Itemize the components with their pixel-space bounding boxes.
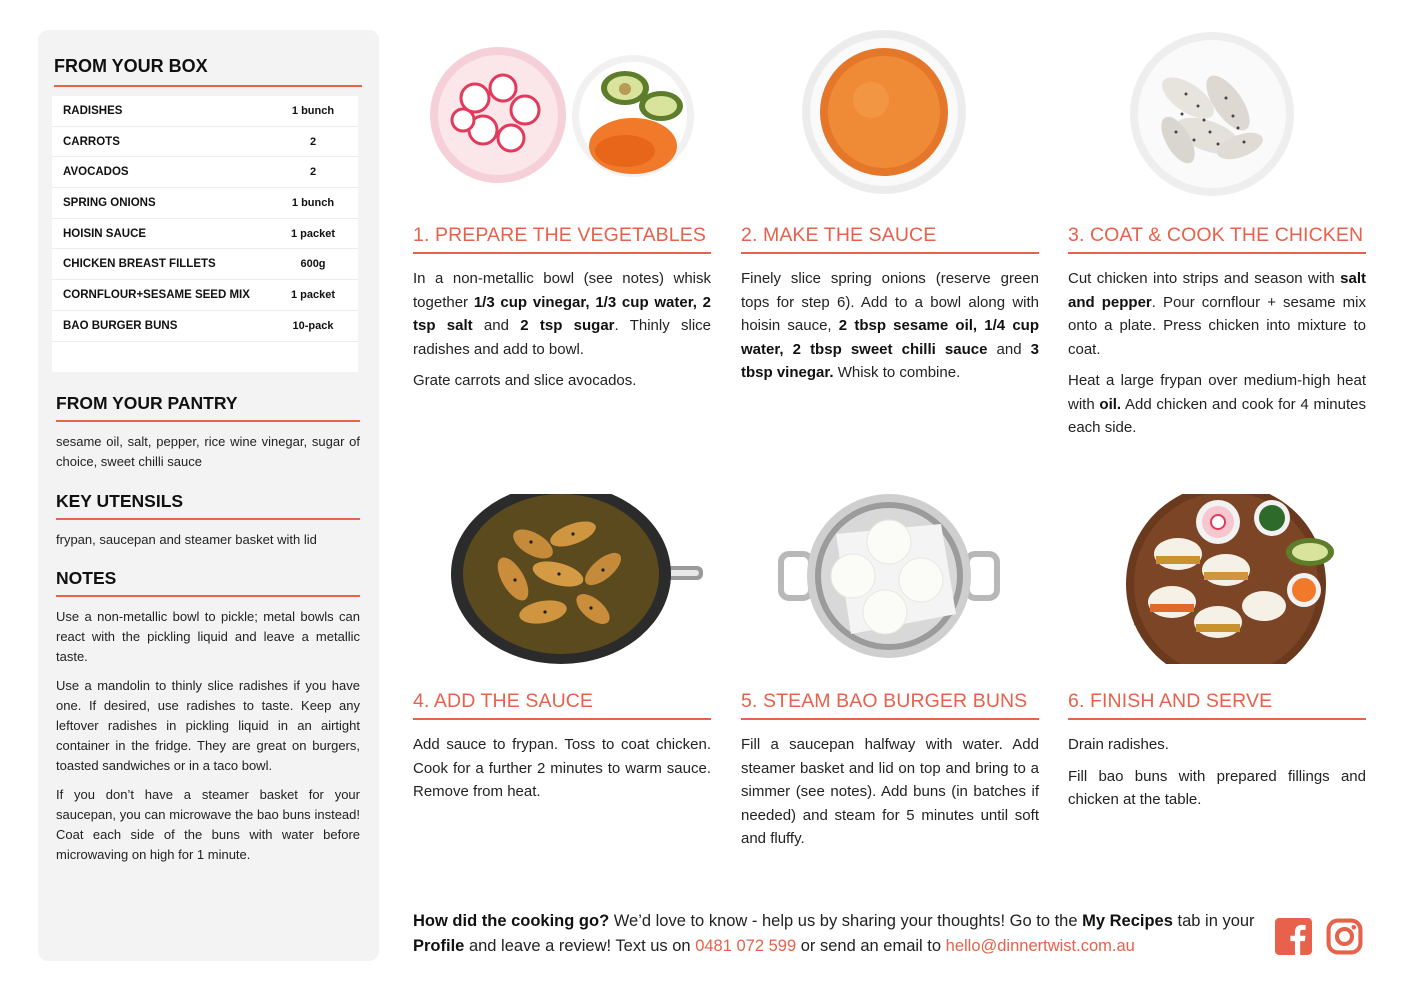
step-2-body: [741, 267, 1039, 385]
highlight-text: hello@dinnertwist.com.au: [945, 937, 1135, 955]
bold-text: 3 tbsp vinegar.: [741, 340, 1039, 381]
bold-text: My Recipes: [1082, 912, 1173, 930]
step-paragraph: [1068, 733, 1366, 757]
bold-text: How did the cooking go?: [413, 912, 610, 930]
utensils-section: [56, 491, 360, 550]
utensils-text: frypan, saucepan and steamer basket with lid: [56, 532, 317, 547]
ingredient-name: RADISHES: [63, 104, 123, 117]
text-run: Finely slice spring onions (reserve green tops for step 6). Add to a bowl along with hoisin sauce,: [741, 270, 1039, 334]
step-paragraph: [413, 369, 711, 393]
feedback-message: [413, 909, 1263, 959]
ingredient-qty: 10-pack: [292, 319, 334, 332]
ingredient-qty: 1 packet: [290, 227, 336, 240]
ingredient-name: HOISIN SAUCE: [63, 227, 147, 240]
step-6-title: 6. FINISH AND SERVE: [1068, 690, 1366, 720]
step-4-title: 4. ADD THE SAUCE: [413, 690, 711, 720]
utensils-title: KEY UTENSILS: [56, 491, 360, 520]
text-run: Fill a saucepan halfway with water. Add steamer basket and lid on top and bring to a simmer (see notes). Add buns (in batches if needed) and steam for 5 minutes until soft and fluffy.: [741, 736, 1039, 847]
box-title: FROM YOUR BOX: [54, 56, 362, 87]
note-paragraph: Use a mandolin to thinly slice radishes if you have one. If desired, use radishes to taste. Keep any leftover radishes in pickling liquid in an airtight container in the fridge. They are great on burgers, toasted sandwiches or in a taco bowl.: [56, 678, 360, 773]
ingredient-row: [52, 96, 358, 127]
ingredient-name: CARROTS: [63, 135, 120, 148]
ingredient-name: CORNFLOUR+SESAME SEED MIX: [63, 288, 250, 301]
text-run: Drain radishes.: [1068, 736, 1169, 753]
ingredient-row: [52, 157, 358, 188]
step-paragraph: [1068, 369, 1366, 440]
text-run: Heat a large frypan over medium-high heat with: [1068, 372, 1366, 413]
step-paragraph: [1068, 267, 1366, 361]
step-1-title: 1. PREPARE THE VEGETABLES: [413, 224, 711, 254]
text-run: and: [987, 340, 1031, 358]
step-3-body: [1068, 267, 1366, 440]
text-run: . Thinly slice radishes and add to bowl.: [413, 317, 711, 358]
bold-text: Profile: [413, 937, 465, 955]
ingredient-row-empty: [52, 342, 358, 372]
ingredient-row: [52, 249, 358, 280]
step-2-title: 2. MAKE THE SAUCE: [741, 224, 1039, 254]
text-run: . Pour cornflour + sesame mix onto a plate. Press chicken into mixture to coat.: [1068, 293, 1366, 358]
sidebar: [38, 30, 379, 961]
text-run: Fill bao buns with prepared fillings and chicken at the table.: [1068, 767, 1366, 808]
step-paragraph: [741, 733, 1039, 851]
ingredient-qty: 1 bunch: [291, 104, 335, 117]
ingredient-name: CHICKEN BREAST FILLETS: [63, 258, 216, 271]
frypan-chicken-photo: [413, 494, 711, 664]
steamer-buns-photo: [741, 494, 1039, 664]
bold-text: salt and pepper: [1068, 270, 1366, 311]
ingredient-qty: 1 bunch: [291, 196, 335, 209]
bold-text: 2 tsp sugar: [520, 317, 615, 334]
notes-section: [56, 568, 360, 865]
ingredient-name: SPRING ONIONS: [63, 196, 156, 209]
ingredient-qty: 2: [309, 135, 317, 148]
step-paragraph: [413, 733, 711, 804]
notes-title: NOTES: [56, 568, 360, 597]
step-paragraph: [413, 267, 711, 361]
text-run: Add sauce to frypan. Toss to coat chicken. Cook for a further 2 minutes to warm sauce. Remove from heat.: [413, 736, 711, 800]
ingredient-row: [52, 219, 358, 250]
instagram-icon[interactable]: [1326, 918, 1363, 955]
sauce-bowl-photo: [741, 28, 1039, 198]
pantry-section: [56, 393, 360, 472]
vegetables-photo: [413, 28, 711, 198]
bold-text: oil.: [1099, 395, 1122, 413]
social-links: [1275, 918, 1363, 955]
text-run: We’d love to know - help us by sharing your thoughts! Go to the: [609, 912, 1083, 930]
note-paragraph: Use a non-metallic bowl to pickle; metal bowls can react with the pickling liquid and leave a metallic taste.: [56, 609, 360, 664]
ingredient-row: [52, 188, 358, 219]
ingredient-row: [52, 311, 358, 342]
text-run: and leave a review! Text us on: [464, 937, 696, 955]
step-1-body: [413, 267, 711, 393]
text-run: Add chicken and cook for 4 minutes each side.: [1068, 395, 1366, 436]
ingredient-name: BAO BURGER BUNS: [63, 319, 178, 332]
ingredient-qty: 600g: [300, 258, 326, 271]
step-paragraph: [1068, 765, 1366, 812]
pantry-title: FROM YOUR PANTRY: [56, 393, 360, 422]
ingredient-row: [52, 280, 358, 311]
text-run: tab in your: [1172, 912, 1255, 930]
note-paragraph: If you don’t have a steamer basket for your saucepan, you can microwave the bao buns instead! Coat each side of the buns with water before microwaving on high for 1 minute.: [56, 787, 360, 862]
bold-text: 1/3 cup vinegar, 1/3 cup water, 2 tsp salt: [413, 293, 711, 334]
step-6-body: [1068, 733, 1366, 812]
ingredient-name: AVOCADOS: [63, 166, 129, 179]
step-5-title: 5. STEAM BAO BURGER BUNS: [741, 690, 1039, 720]
text-run: Whisk to combine.: [833, 364, 961, 381]
ingredient-qty: 1 packet: [290, 288, 336, 301]
text-run: In a non-metallic bowl (see notes) whisk together: [413, 270, 711, 311]
step-paragraph: [741, 267, 1039, 385]
step-4-body: [413, 733, 711, 804]
text-run: and: [472, 317, 521, 334]
text-run: Grate carrots and slice avocados.: [413, 372, 637, 389]
served-buns-photo: [1068, 494, 1366, 664]
coated-chicken-photo: [1068, 28, 1366, 198]
facebook-icon[interactable]: [1275, 918, 1312, 955]
ingredient-qty: 2: [309, 166, 317, 179]
text-run: or send an email to: [796, 937, 946, 955]
pantry-text: sesame oil, salt, pepper, rice wine vinegar, sugar of choice, sweet chilli sauce: [56, 434, 360, 469]
box-ingredient-table: [52, 96, 358, 372]
highlight-text: 0481 072 599: [695, 937, 797, 955]
text-run: Cut chicken into strips and season with: [1068, 270, 1341, 287]
ingredient-row: [52, 127, 358, 158]
bold-text: 2 tbsp sesame oil, 1/4 cup water, 2 tbsp sweet chilli sauce: [741, 317, 1039, 358]
step-3-title: 3. COAT & COOK THE CHICKEN: [1068, 224, 1366, 254]
step-5-body: [741, 733, 1039, 851]
